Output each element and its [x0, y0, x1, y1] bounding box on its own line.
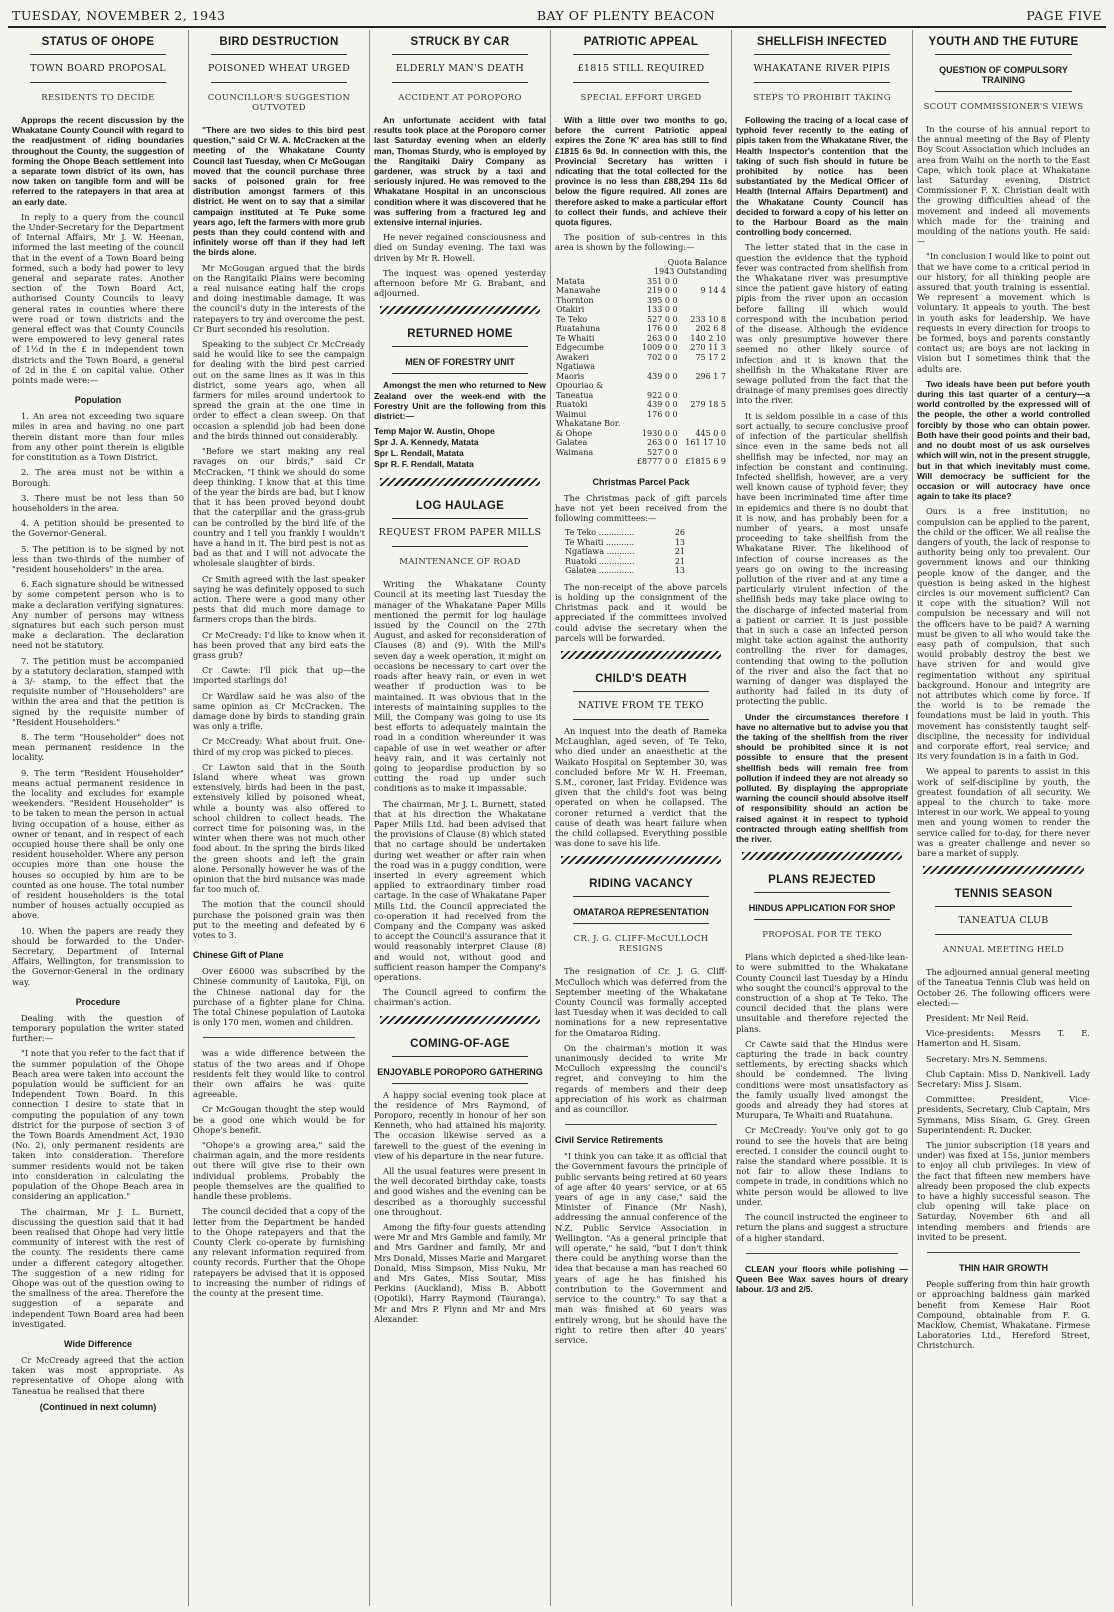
divider — [392, 1056, 528, 1057]
paragraph: The chairman, Mr J. L. Burnett, stated that at his direction the Whakatane Paper Mills Ltd. had been advised that the provisions of Clause (8) which stated that no cartage should be undertaken during wet weather or after rain when the road was in a puggy condition, were inserted in every agreement which applied to extraordinary timber road cartage. In the case of Whakatane Paper Mills Ltd. the Council appreciated the co-operation it had received from the Company and the Company was asked to accept the Council's assurance that it would reasonably interpret Clause (8) and would not, without good and sufficient reason hamper the Company's operations. — [374, 798, 546, 982]
table-row — [555, 438, 727, 448]
paragraph: The Council agreed to confirm the chairman's action. — [374, 987, 546, 1008]
subhead: TOWN BOARD PROPOSAL — [30, 63, 166, 74]
table-cell-area: Waimui — [556, 409, 587, 419]
table-cell-balance — [679, 419, 727, 429]
divider — [573, 896, 709, 897]
paragraph: Cr McCready agreed that the action taken was most appropriate. As representative of Ohope along with Taneatua he realised that there — [12, 1354, 184, 1396]
divider — [573, 923, 709, 924]
advert-queen-bee-wax: CLEAN your floors while polishing —Queen Bee Wax saves hours of dreary labour. 1/3 and 2/5. — [736, 1263, 908, 1295]
table-cell-quota: 439 0 0 — [647, 400, 678, 410]
subhead: REQUEST FROM PAPER MILLS — [378, 527, 542, 539]
table-cell-quota — [630, 362, 678, 372]
decorative-rule — [561, 651, 721, 659]
divider — [30, 82, 166, 83]
table-row — [555, 343, 727, 353]
paragraph: The adjourned annual general meeting of the Taneatua Tennis Club was held on October 26. The following officers were elected:— — [917, 967, 1090, 1008]
paragraph: President: Mr Neil Reid. — [926, 1013, 1029, 1024]
paragraph: Cr McGougan thought the step would be a good one which would be for Ohope's benefit. — [193, 1104, 365, 1135]
paragraph: On the chairman's motion it was unanimously decided to write Mr McCulloch expressing the council's regret, and conveying to him the regards of members and their deep appreciation of his work as chairman and as councillor. — [555, 1042, 727, 1115]
paragraph: 3. There must be not less than 50 householders in the area. — [12, 492, 184, 513]
paragraph: Vice-presidents: Messrs T. E. Hamerton and H. Sisam. — [917, 1028, 1090, 1049]
section-head: Civil Service Retirements — [555, 1135, 664, 1146]
divider — [754, 82, 890, 83]
divider — [754, 892, 890, 893]
paragraph: 7. The petition must be accompanied by a statutory declaration, stamped with a 3/- stamp, to the effect that the requisite number of "Householders" are within the area and that the petition is signed by the requisite number of "Resident Householders." — [12, 655, 184, 727]
table-cell-balance: 9 14 4 — [700, 286, 726, 296]
list-item-count: 13 — [674, 537, 685, 547]
table-cell-balance — [679, 296, 727, 306]
table-cell-balance — [679, 362, 727, 372]
paragraph: 10. When the papers are ready they should be forwarded to the Under-Secretary, Department of Internal Affairs, Wellington, for transmission to the Governor-General in the ordinary way. — [12, 925, 184, 987]
headline-riding-vacancy: RIDING VACANCY — [589, 878, 693, 891]
paragraph: "I think you can take it as official that the Government favours the principle of public servants being retired at 60 years of age after 40 years' service, or at 65 years of age in any case," said the Minister of Finance (Mr Nash), addressing the annual conference of the N.Z. Public Service Association in Wellington. "As a general principle that will operate," he said, "but I don't think there could be anything worse than the idea that because a man has reached 60 years of age he has finished his contribution to the Government and service to the country." To say that a man was finished at 60 years was entirely wrong, but he should have the right to retire then after 40 years' service. — [555, 1151, 727, 1345]
subhead: MEN OF FORESTRY UNIT — [405, 357, 515, 368]
paragraph: Mr McGougan argued that the birds on the Rangitaiki Plains were becoming a real nuisance eating half the crops and doing inestimable damage. It was the council's duty in the interests of the ratepayers to try and overcome the pest. Cr Burt seconded his resolution. — [193, 262, 365, 334]
table-cell-quota: £8777 0 0 — [636, 457, 678, 467]
table-cell-balance: 270 11 3 — [690, 343, 726, 353]
divider — [392, 346, 528, 347]
table-cell-area: Te Whaiti — [556, 333, 595, 343]
masthead — [8, 4, 1106, 28]
paragraph: Cr Smith agreed with the last speaker saying he was definitely opposed to such action. There were a good many other pests that did much more damage to farmers crops than the birds. — [193, 573, 365, 625]
continued-note: (Continued in next column) — [39, 1401, 157, 1412]
divider — [211, 54, 347, 55]
table-cell-quota: 439 0 0 — [647, 371, 678, 381]
table-cell-quota — [630, 381, 678, 391]
table-cell-balance — [679, 410, 727, 420]
paragraph: The position of sub-centres in this area is shown by the following:— — [555, 232, 727, 253]
table-cell-area: Opouriao & — [556, 381, 604, 391]
list-item-committee: Galatea .............. — [565, 566, 635, 576]
section-head: Wide Difference — [64, 1338, 132, 1349]
divider — [573, 719, 709, 720]
table-row — [555, 400, 727, 410]
table-cell-quota: 1009 0 0 — [641, 343, 678, 353]
headline-coming-of-age: COMING-OF-AGE — [410, 1037, 510, 1050]
section-head: Procedure — [75, 996, 121, 1007]
table-cell-area: Otakiri — [556, 305, 585, 315]
list-item — [565, 528, 685, 538]
list-item — [565, 566, 685, 576]
subhead: ACCIDENT AT POROPORO — [398, 93, 522, 103]
table-cell-area: Edgecumbe — [556, 343, 604, 353]
paragraph: "I note that you refer to the fact that if the summer population of the Ohope Beach area were taken into account the population would be sufficient for an Independent Town Board. In this connection I desire to state that in computing the population of any town district for the purpose of section 3 of the Town Boards Amendment Act, 1930 (No. 2), only permanent residents are taken into consideration. Therefore summer residents would not be taken into consideration in calculating the population of the Ohope Beach area in considering an application." — [12, 1048, 184, 1202]
table-cell-balance: 233 10 8 — [690, 314, 726, 324]
subhead: STEPS TO PROHIBIT TAKING — [753, 93, 891, 103]
table-cell-quota: 395 0 0 — [647, 295, 678, 305]
divider — [935, 54, 1072, 55]
headline-returned-home: RETURNED HOME — [407, 328, 513, 341]
table-cell-balance: 75 17 2 — [695, 352, 726, 362]
table-cell-area: Waimana — [556, 447, 594, 457]
headline-struck-by-car: STRUCK BY CAR — [410, 36, 510, 48]
headline-patriotic-appeal: PATRIOTIC APPEAL — [583, 36, 699, 48]
paragraph: The inquest was opened yesterday afternoon before Mr G. Brabant, and adjourned. — [374, 267, 546, 299]
table-cell-area: Matata — [556, 276, 585, 286]
table-cell-area: Ruatoki — [556, 400, 588, 410]
paragraph: The resignation of Cr. J. G. Cliff-McCulloch which was deferred from the September meeting of the Whakatane County Council was formally accepted last Tuesday when it was decided to call nominations for a new representative for the Omataroa Riding. — [555, 966, 727, 1038]
paragraph-bold: Two ideals have been put before youth during this last quarter of a century—a world controlled by the expressed will of the people, the other a world controlled forcibly by those who can obtain power. Both have their good points and their bad, and no doubt most of us ask ourselves which will win, not in the present struggle, but in that which inevitably must come. Will democracy be sufficient for the occasion or will autocracy have once again to take its place? — [917, 378, 1090, 502]
table-row — [555, 315, 727, 325]
table-row — [555, 410, 727, 420]
table-cell-area: Ngatiawa — [556, 362, 596, 372]
column-3 — [370, 30, 551, 1606]
table-cell-balance — [679, 381, 727, 391]
table-row — [555, 391, 727, 401]
table-cell-area — [555, 457, 630, 467]
headline-childs-death: CHILD'S DEATH — [595, 672, 687, 685]
table-row — [555, 296, 727, 306]
subhead: WHAKATANE RIVER PIPIS — [753, 63, 891, 74]
paragraph: We appeal to parents to assist in this work of self-discipline by youth, the greatest foundation of all security. We appeal to the church to take more interest in our work. We appeal to young men and young women to render the service called for to-day, for there never was a greater challenge and never so bare a market of supply. — [917, 766, 1090, 859]
subhead: SPECIAL EFFORT URGED — [580, 93, 702, 103]
paragraph: Cr McCready: I'd like to know when it has been proved that any bird eats the grass grub? — [193, 629, 365, 660]
paragraph: In reply to a query from the council the Under-Secretary for the Department of Internal Affairs, Mr J. W. Heenan, informed the last meeting of the council that in the event of a Town Board being formed, such a body had power to levy general and separate rates. Another section of the Town Board Act, authorised County Councils to leavy general rates in counties where there were road or town districts and the general effect was that County Councils were empowered to levy general rates of 1½d in the £ in independent town districts and the Town Board, a general of 2d in the £ on capital value. Other points made were:— — [12, 211, 184, 386]
article-lead: An unfortunate accident with fatal results took place at the Poroporo corner last Saturday evening when an elderly man, Thomas Sturdy, who is employed by the Rangitaiki Dairy Company as gardener, was struck by a taxi and seriously injured. He was removed to the Whakatane Hospital in an unconscious condition where it was discovered that he was suffering from a fractured leg and extensive internal injuries. — [374, 115, 546, 228]
paragraph: It is seldom possible in a case of this sort actually, to secure conclusive proof of infection of the particular shellfish since even in the same beds not all shellfish may be infected, nor may an infection be constant and continuing. Infected shellfish, however, are a very well known cause of typhoid fever; they have been incriminated time after time in epidemics and there is no doubt that it is now, and has probably been for a number of years, a most unsafe proceeding to take shellfish from the Whakatane River. The likelihood of infection of course increases as the years go on owing to the increasing pollution of the river and at any time a particularly virulent infection of the shellfish beds may take place owing to the discharge of infected material from a patient or carrier. It is just possible that in such a case an infected person might take action against the authority controlling the river for damages, contending that owing to the pollution of the river and also the fact that no warning of danger was displayed the authority had failed in its duty of protecting the public. — [736, 410, 908, 707]
table-cell-area: Manawahe — [556, 286, 601, 296]
table-cell-quota: 263 0 0 — [647, 438, 678, 448]
divider — [392, 518, 528, 519]
paragraph: Club Captain: Miss D. Nankivell. Lady Secretary: Miss J. Sisam. — [917, 1068, 1090, 1090]
headline-shellfish-infected: SHELLFISH INFECTED — [757, 36, 887, 48]
paragraph: Cr Lawton said that in the South Island where wheat was grown extensively, birds had been in the past, extensively killed by poisoned wheat, while a bounty was also offered to school children to collect heads. The correct time for poisoning was, in the winter when there was not much other food about. In the spring the birds liked the green shoots and left the grain alone. Personally however he was of the opinion that the bird nuisance was made far too much of. — [193, 761, 365, 895]
newspaper-page — [8, 30, 1106, 1606]
column-4 — [551, 30, 732, 1606]
subhead: NATIVE FROM TE TEKO — [578, 699, 704, 711]
divider — [392, 82, 528, 83]
table-cell-balance: 279 18 5 — [690, 400, 726, 410]
table-cell-quota: 922 0 0 — [647, 390, 678, 400]
paragraph: Writing the Whakatane County Council at its meeting last Tuesday the manager of the Whakatane Paper Mills mentioned the permit for log haulage issued by the Council on the 27th August, and asked for reconsideration of Clauses (8) and (9). With the Mill's seven day a week operation, it might on occasions be necessary to cart over the roads after heavy rain, or even in wet weather if production was to be maintained. It was obvious that in the interests of maintaining supplies to the Mill, the Company was going to use its best efforts to adequately maintain the road in a condition whereunder it was capable of use in wet weather or after heavy rain, and it was certainly not going to jeopardise production by so cutting the road up under such conditions as to make it impassable. — [374, 579, 546, 794]
article-lead: Approps the recent discussion by the Whakatane County Council with regard to the readjustment of riding boundaries throughout the County, the suggestion of forming the Ohope Beach settlement into a separate town district of its own, has now taken on tangible form and will be referred to the ratepayers in that area at an early date. — [12, 115, 184, 207]
paragraph: A happy social evening took place at the residence of Mrs Raymond, of Poroporo, recently in honour of her son Kenneth, who had attained his majority. The occasion likewise served as a farewell to the guest of the evening in view of his departure in the near future. — [374, 1089, 546, 1161]
divider — [754, 54, 890, 55]
column-1 — [8, 30, 189, 1606]
paragraph-bold: Under the circumstances therefore I have no alternative but to advise you that the taking of the shellfish from the river should be prohibited since it is not possible to ensure that the present shellfish beds will remain free from pollution if indeed they are not already so polluted. By displaying the appropriate warning the council should absolve itself of responsibility should an action be raised against it in respect to typhoid contracted through eating shellfish from the river. — [736, 711, 908, 845]
table-cell-quota: 527 0 0 — [647, 314, 678, 324]
paragraph: The letter stated that in the case in question the evidence that the typhoid fever was contracted from shellfish from the Whakatane river was presumptive since the patient gave history of eating pipis from the river upon an occasion before falling ill which would correspond with the incubation period of the disease. Although the evidence was only presumptive however there seemed no other likely source of infection and it is known that the shellfish in the Whakatane River are sewage polluted from the fact that the drainage of many premises goes directly into the river. — [736, 242, 908, 406]
divider — [935, 91, 1072, 92]
list-item — [565, 538, 685, 548]
table-row — [555, 381, 727, 391]
section-head: Chinese Gift of Plane — [193, 950, 284, 961]
section-head: THIN HAIR GROWTH — [959, 1263, 1048, 1274]
list-item-committee: Ngatiawa ........... — [565, 547, 635, 557]
paragraph: Cr Cawte: I'll pick that up—the imported starlings do! — [193, 665, 365, 686]
table-cell-area: Maoris — [556, 371, 585, 381]
paragraph: 1. An area not exceeding two square miles in area and having no one part therein distant more than four miles from any other point therein is eligible for constitution as a Town District. — [12, 411, 184, 463]
table-cell-balance: 161 17 10 — [685, 438, 726, 448]
paragraph: Ours is a free institution; no compulsion can be applied to the parent, the child or the officer. We all realise the dangers of youth, the lack of response to authority being only too prevalent. Our government knows and our thinking people know of the danger, and the question is being asked in the highest circles is our movement sufficient? Can it cope with the situation? Will not compulsion be necessary and will not the officers have to be paid? A warning must be given to all who would take the easy path of compulsion, that such would probably destroy the best we have striven for and would give regimentation without any spiritual background. Honour and integrity are not attributes which come by force. If the world is to be remade the foundations must be laid in youth. This movement has consistently taught self-discipline, the necessity for individual and corporate effort, real service; and its very foundation is in a faith in God. — [917, 506, 1090, 762]
column-6 — [913, 30, 1094, 1606]
table-cell-area: Galatea — [556, 438, 588, 448]
table-cell-balance: £1815 6 9 — [685, 457, 726, 467]
section-head: Christmas Parcel Pack — [592, 476, 690, 487]
list-item-count: 13 — [674, 566, 685, 576]
decorative-rule — [380, 1016, 540, 1024]
table-cell-area: & Ohope — [556, 428, 593, 438]
subhead: COUNCILLOR'S SUGGESTION OUTVOTED — [207, 93, 351, 113]
subhead: HINDUS APPLICATION FOR SHOP — [748, 903, 896, 914]
paragraph: 2. The area must not be within a Borough. — [12, 467, 184, 488]
headline-bird-destruction: BIRD DESTRUCTION — [219, 36, 339, 48]
paragraph: Plans which depicted a shed-like lean-to were submitted to the Whakatane County Council last Tuesday by a Hindu who sought the council's approval to the construction of a shop at Te Teko. The council decided that the plans were unsuitable and therefore rejected the plans. — [736, 952, 908, 1034]
paragraph: The council instructed the engineer to return the plans and suggest a structure of a higher standard. — [736, 1212, 908, 1243]
subhead: ENJOYABLE POROPORO GATHERING — [377, 1066, 543, 1077]
table-header: Quota Balance 1943 Outstanding — [653, 257, 727, 277]
table-cell-balance — [679, 305, 727, 315]
headline-tennis-season: TENNIS SEASON — [954, 888, 1053, 901]
table-cell-balance: 140 2 10 — [690, 333, 726, 343]
subhead: SCOUT COMMISSIONER'S VIEWS — [923, 102, 1084, 112]
decorative-rule — [561, 856, 721, 864]
divider — [573, 54, 709, 55]
paragraph: The council decided that a copy of the letter from the Department be handed to the Ohope ratepayers and that the County Clerk co-operate by furnishing any relevant information required from county records. Further that the Ohope ratepayers be advised that it is opposed to increasing the number of ridings of the county at the present time. — [193, 1206, 365, 1298]
paragraph: 4. A petition should be presented to the Governor-General. — [12, 518, 184, 539]
paragraph: "Before we start making any real ravages on our birds," said Cr McCracken, "I think we should do some deep thinking. I know that at this time of the year the birds are bad, but I know that it has been proved beyond doubt that the caterpillar and the grass-grub can be controlled by the bird life of the country and I tell you frankly I wouldn't have a hand in it. The bird pest is not as bad as that and I will not advocate the wholesale slaughter of birds. — [193, 446, 365, 569]
paragraph: "In conclusion I would like to point out that we have come to a critical period in our history, for all thinking people are assured that youth training is essential. We represent a movement which is voluntary. It appeals to youth. The best in youth asks for leadership. We have requests in every direction for troops to be formed, boys and parents constantly contact us; are boys are not lacking in vision but I sometimes think that the adults are. — [917, 251, 1090, 374]
list-item-count: 21 — [674, 547, 685, 557]
table-cell-quota: 219 0 0 — [647, 286, 678, 296]
subhead: ANNUAL MEETING HELD — [942, 945, 1065, 956]
divider — [392, 373, 528, 374]
table-row — [555, 334, 727, 344]
paragraph: In the course of his annual report to the annual meeting of the Bay of Plenty Boy Scout Association which includes an area from Waihi on the north to the East Cape, which took place at Whakatane last Saturday evening, District Commissioner F. X. Christian dealt with the growing difficulties ahead of the movement and indeed all movements which made for the training and moulding of the nations youth. He said:— — [917, 124, 1090, 247]
paragraph: The chairman, Mr J. L. Burnett, discussing the question said that it had been realised that Ohope had very little community of interest with the rest of the county. The residents there came under a different category altogether. The suggestion of a new riding for Ohope was out of the question owing to the smallness of the area. Therefore the suggestion of a separate and independent Town Board area had been investigated. — [12, 1206, 184, 1329]
divider — [746, 1253, 898, 1254]
paragraph: Among the fifty-four guests attending were Mr and Mrs Gamble and family, Mr and Mrs Gardner and family, Mr and Mrs Donald, Misses Marie and Margaret Donald, Miss Simpson, Miss Nuku, Mr and Mrs Gates, Miss Soutar, Miss Perkins (Auckland), Miss B. Abbott (Opotiki), Harry Raymond (Tauranga), Mr and Mrs P. Flynn and Mr and Mrs Alexander. — [374, 1222, 546, 1324]
table-cell-balance — [679, 391, 727, 401]
column-2 — [189, 30, 370, 1606]
table-cell-quota: 351 0 0 — [647, 276, 678, 286]
table-cell-area: Te Teko — [556, 314, 588, 324]
divider — [927, 1252, 1080, 1253]
table-cell-quota: 133 0 0 — [647, 305, 678, 315]
paragraph: An inquest into the death of Rameka McLaughlan, aged seven, of Te Teko, who died under an anaesthetic at the Waikato Hospital on September 30, was concluded before Mr W. H. Freeman, S.M., coroner, last Friday. Evidence was given that the child's foot was being operated on when he collapsed. The coroner returned a verdict that the cause of death was heart failure when the child collapsed. Everything possible was done to save his life. — [555, 725, 727, 849]
divider — [573, 82, 709, 83]
table-cell-area: Awakeri — [556, 352, 589, 362]
paragraph: All the usual features were present in the well decorated birthday cake, toasts and good wishes and the evening can be described as a thoroughly successful one throughout. — [374, 1166, 546, 1217]
divider — [211, 82, 347, 83]
table-cell-quota: 527 0 0 — [647, 447, 678, 457]
headline-log-haulage: LOG HAULAGE — [415, 500, 505, 513]
table-row — [555, 324, 727, 334]
list-item-committee: Te Whaiti ........... — [565, 537, 634, 547]
paragraph: Committee: President, Vice-presidents, Secretary, Club Captain, Mrs Symmans, Miss Sisam, G. Grey. Green Superintendent: R. Ducker. — [917, 1094, 1090, 1135]
article-lead: Following the tracing of a local case of typhoid fever recently to the eating of pipis taken from the Whakatane River, the Health Inspector's contention that the taking of such fish should in future be prohibited by notice has been substantiated by the Medical Officer of Health (Internal Affairs Department) and the Whakatane County Council has decided to forward a copy of his letter on to the Harbour Board as the main controlling body concerned. — [736, 115, 908, 238]
paragraph: 5. The petition is to be signed by not less than two-thirds of the number of "resident householders" in the area. — [12, 543, 184, 574]
paragraph: The junior subscription (18 years and under) was fixed at 15s, junior members to enjoy all club privileges. In view of the fact that fifteen new members have already been proposed the club expects to have a highly successful season. The club opening will take place on Saturday, November 6th and all intending members and friends are invited to be present. — [917, 1140, 1090, 1242]
table-row — [555, 305, 727, 315]
list-item — [565, 547, 685, 557]
divider — [392, 546, 528, 547]
subhead: CR. J. G. CLIFF-McCULLOCH RESIGNS — [573, 934, 709, 955]
divider — [392, 54, 528, 55]
paragraph: The motion that the council should purchase the poisoned grain was then put to the meeting and defeated by 6 votes to 3. — [193, 899, 365, 941]
paragraph: was a wide difference between the status of the two areas and if Ohope residents felt they would like to control their own affairs he was quite agreeable. — [193, 1048, 365, 1100]
table-cell-balance: 445 0 0 — [695, 428, 726, 438]
table-cell-balance — [679, 448, 727, 458]
table-row — [555, 372, 727, 382]
table-row — [555, 353, 727, 363]
advert-thin-hair: People suffering from thin hair growth or approaching baldness gain marked benefit from Kemese Hair Root Compound, obtainable from F. G. Macklow, Chemist, Whakatane. Firmese Laboratories Ltd., Hereford Street, Christchurch. — [917, 1279, 1090, 1351]
divider — [573, 691, 709, 692]
table-cell-balance: 202 6 8 — [695, 324, 726, 334]
table-cell-quota: 263 0 0 — [647, 333, 678, 343]
paragraph: Speaking to the subject Cr McCready said he would like to see the campaign for dealing with the bird pest carried out on the same lines as it was in this district, some years ago, when all farmers for miles around undertook to spread the grain at the one time in order to effect a clean sweep. On that occasion a splendid job had been done and the birds thinned out considerably. — [193, 339, 365, 441]
table-cell-area: Whakatane Bor. — [556, 419, 621, 429]
paragraph: Cr McCready: You've only got to go round to see the hovels that are being erected. I consider the council ought to raise the standard where possible. It is not fair to allow these Indians to compete in trade, in conditions which no white person would be allowed to live under. — [736, 1125, 908, 1207]
table-cell-balance — [679, 277, 727, 287]
paragraph: Cr Wardlaw said he was also of the same opinion as Cr McCracken. The damage done by birds to standing grain was only a trifle. — [193, 690, 365, 732]
list-item — [565, 557, 685, 567]
decorative-rule — [380, 478, 540, 486]
headline-youth-and-the-future: YOUTH AND THE FUTURE — [928, 36, 1079, 48]
table-cell-quota — [630, 419, 678, 429]
table-cell-quota: 702 0 0 — [647, 352, 678, 362]
divider — [203, 1037, 355, 1038]
paragraph: Cr McCready: What about fruit. One-third of my crop was picked to pieces. — [193, 736, 365, 757]
list-item-committee: Te Teko .............. — [565, 528, 635, 538]
paragraph: Cr Cawte said that the Hindus were capturing the trade in back country settlements, by erecting shacks which should be condemned. The living conditions were most unsatisfactory as the family usually lived amongst the goods and already they had stores at Murupara, Te Whaiti and Ruatahuna. — [736, 1038, 908, 1121]
masthead-date: TUESDAY, NOVEMBER 2, 1943 — [12, 7, 226, 23]
table-row — [555, 448, 727, 458]
divider — [565, 1124, 717, 1125]
masthead-page-number: PAGE FIVE — [1026, 7, 1102, 23]
paragraph: 8. The term "Householder" does not mean permanent residence in the locality. — [12, 731, 184, 763]
decorative-rule — [742, 852, 902, 860]
paragraph: Secretary: Mrs N. Semmens. — [926, 1053, 1048, 1064]
table-row — [555, 286, 727, 296]
subhead: ELDERLY MAN'S DEATH — [395, 63, 525, 74]
list-item-count: 26 — [674, 528, 685, 538]
divider — [392, 1083, 528, 1084]
table-cell-quota: 1930 0 0 — [641, 428, 678, 438]
subhead: POISONED WHEAT URGED — [207, 63, 351, 74]
table-cell-quota: 176 0 0 — [647, 409, 678, 419]
decorative-rule — [923, 866, 1084, 874]
table-row — [555, 419, 727, 429]
subhead: MAINTENANCE OF ROAD — [399, 557, 521, 568]
paragraph: 6. Each signature should be witnessed by some competent person who is to make a declaration verifying signatures. Any number of persons may witness signatures but each such person must make a declaration. The declaration need not be statutory. — [12, 579, 184, 651]
table-cell-area: Ruatahuna — [556, 324, 601, 334]
masthead-paper-title: BAY OF PLENTY BEACON — [536, 7, 716, 23]
paragraph: Dealing with the question of temporary population the writer stated further:— — [12, 1012, 184, 1044]
subhead: OMATAROA REPRESENTATION — [573, 907, 709, 918]
divider — [935, 906, 1072, 907]
article-lead: Amongst the men who returned to New Zealand over the week-end with the Forestry Unit are the following from this district:— — [374, 380, 546, 422]
headline-plans-rejected: PLANS REJECTED — [768, 874, 876, 887]
table-row — [555, 457, 727, 467]
subhead: RESIDENTS TO DECIDE — [41, 93, 155, 103]
paragraph: The Christmas pack of gift parcels have not yet been received from the following committees:— — [555, 492, 727, 524]
subhead: PROPOSAL FOR TE TEKO — [762, 930, 882, 941]
paragraph: 9. The term "Resident Householder" means actual permanent residence in the locality and excludes for example weekenders. "Resident Householder" is to be taken to mean the person in actual living occupation of a house, either as owner or tenant, and in respect of each occupied house there shall be only one resident householder. Where any person occupies more than one house the houses so occupied by him are to be counted as one house. The total number of resident householders is the total number of houses actually occupied as above. — [12, 767, 184, 921]
list-item-count: 21 — [674, 556, 685, 566]
section-head: Population — [74, 395, 122, 406]
table-row — [555, 277, 727, 287]
table-row — [555, 362, 727, 372]
divider — [30, 54, 166, 55]
column-5 — [732, 30, 913, 1606]
subhead: £1815 STILL REQUIRED — [577, 63, 705, 74]
names-list: Temp Major W. Austin, Ohope Spr J. A. Kennedy, Matata Spr L. Rendall, Matata Spr R. F. Rendall, Matata — [374, 426, 495, 470]
paragraph: He never regained consciousness and died on Sunday evening. The taxi was driven by Mr R. Howell. — [374, 232, 546, 263]
table-cell-quota: 176 0 0 — [647, 324, 678, 334]
table-cell-balance: 296 1 7 — [695, 371, 726, 381]
article-lead: "There are two sides to this bird pest question," said Cr W. A. McCracken at the meeting of the Whakatane County Council last Tuesday, when Cr McGougan moved that the council purchase three sacks of poisoned grain for free distribution amongst farmers of this district. He went on to say that a similar campaign instituted at Te Puke some years ago, left the farmers with more grub pests than they could contend with and infinitely worse off than if they had left the birds alone. — [193, 125, 365, 258]
subhead: TANEATUA CLUB — [958, 915, 1049, 927]
headline-status-of-ohope: STATUS OF OHOPE — [41, 36, 155, 48]
quota-table — [555, 277, 727, 467]
decorative-rule — [380, 306, 540, 314]
paragraph: Over £6000 was subscribed by the Chinese community of Lautoka, Fiji, on the Chinese national day for the purchase of a fighter plane for China. The total Chinese population of Lautoka is only 170 men, women and children. — [193, 966, 365, 1028]
table-row — [555, 429, 727, 439]
table-cell-area: Taneatua — [556, 390, 594, 400]
list-item-committee: Ruatoki .............. — [565, 556, 635, 566]
table-cell-area: Thornton — [556, 295, 594, 305]
article-lead: With a little over two months to go, before the current Patriotic appeal expires the Zone 'K' area has still to find £1815 6s 9d. In connection with this, the Provincial Secretary has written i ndicating that the total collected for the province is no less than £88,294 11s 6d below the figure required. All zones are therefore asked to make a particular effort to collect their funds, and achieve their quota figures. — [555, 115, 727, 228]
parcel-list — [565, 528, 727, 576]
paragraph: The non-receipt of the above parcels is holding up the consignment of the Christmas pack and it would be appreciated if the committees involved could advise the secretary when the parcels will be forwarded. — [555, 581, 727, 643]
paragraph: "Ohope's a growing area," said the chairman again, and the more residents out there will give rise to their own individual problems. Probably the people themselves are the qualified to handle these problems. — [193, 1140, 365, 1202]
subhead: QUESTION OF COMPULSORY TRAINING — [939, 65, 1068, 85]
divider — [935, 934, 1072, 935]
divider — [754, 919, 890, 920]
